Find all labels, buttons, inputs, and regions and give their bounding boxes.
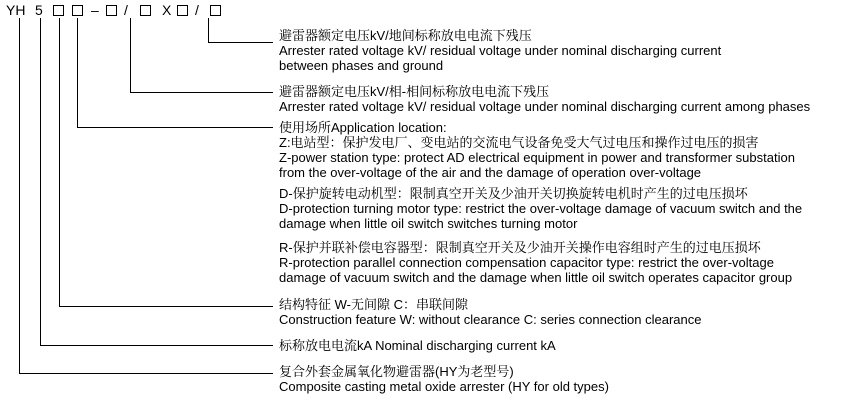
code-box-rated-voltage-2 — [177, 5, 188, 16]
desc-application-d-zh: D-保护旋转电动机型：限制真空开关及少油开关切换旋转电机时产生的过电压损坏 — [279, 186, 748, 201]
leader-line-application — [78, 18, 274, 128]
desc-phase-phase-zh: 避雷器额定电压kV/相-相间标称放电电流下残压 — [279, 84, 550, 99]
code-box-construction — [53, 5, 64, 16]
desc-arrester — [279, 364, 609, 394]
desc-construction-en: Construction feature W: without clearance C: series connection clearance — [279, 312, 702, 327]
code-box-rated-voltage-1 — [106, 5, 117, 16]
leader-line-arrester — [20, 18, 274, 374]
desc-application-z-en2: from the over-voltage of the air and the damage of operation over-voltage — [279, 165, 702, 180]
desc-phase-ground-en1: Arrester rated voltage kV/ residual voltage under nominal discharging current — [279, 43, 722, 58]
code-x: X — [162, 2, 172, 18]
desc-application-r — [279, 240, 792, 285]
leader-line-phase-ground — [209, 18, 274, 43]
leader-line-phase-phase — [131, 18, 274, 93]
code-prefix: YH — [6, 2, 26, 18]
desc-application-title: 使用场所Application location: — [279, 120, 447, 135]
desc-phase-phase — [279, 84, 810, 114]
code-slash-1: / — [124, 2, 128, 18]
desc-application-d — [279, 186, 802, 231]
desc-phase-ground — [279, 28, 721, 73]
desc-application-d-en2: damage when little oil switch switches turning motor — [279, 216, 578, 231]
desc-arrester-zh: 复合外套金属氧化物避雷器(HY为老型号) — [279, 364, 514, 379]
desc-phase-ground-en2: between phases and ground — [279, 58, 444, 73]
code-box-application — [72, 5, 83, 16]
desc-application-r-zh: R-保护并联补偿电容器型：限制真空开关及少油开关操作电容组时产生的过电压损坏 — [279, 240, 761, 255]
leader-line-construction — [60, 18, 274, 307]
desc-nominal-current — [279, 338, 556, 353]
desc-application-r-en1: R-protection parallel connection compensation capacitor type: restrict the over-voltage — [279, 255, 774, 270]
desc-phase-ground-zh: 避雷器额定电压kV/地间标称放电电流下残压 — [279, 28, 532, 43]
desc-nominal-current-text: 标称放电电流kA Nominal discharging current kA — [279, 338, 556, 353]
code-box-residual-voltage-2 — [210, 5, 221, 16]
desc-application-z-zh: Z:电站型：保护发电厂、变电站的交流电气设备免受大气过电压和操作过电压的损害 — [279, 135, 759, 150]
leader-line-nominal-current — [41, 18, 274, 346]
code-digit: 5 — [35, 2, 43, 18]
desc-construction — [279, 297, 701, 327]
desc-construction-zh: 结构特征 W-无间隙 C：串联间隙 — [279, 297, 468, 312]
code-box-residual-voltage-1 — [140, 5, 151, 16]
code-dash: – — [91, 2, 99, 18]
desc-phase-phase-en1: Arrester rated voltage kV/ residual voltage under nominal discharging current among phases — [279, 99, 811, 114]
desc-application-z-en1: Z-power station type: protect AD electrical equipment in power and transformer substation — [279, 150, 795, 165]
code-slash-2: / — [195, 2, 199, 18]
desc-application-r-en2: damage of vacuum switch and the damage when little oil switch operates capacitor group — [279, 270, 793, 285]
desc-application-d-en1: D-protection turning motor type: restrict the over-voltage damage of vacuum switch and the — [279, 201, 803, 216]
desc-application — [279, 120, 795, 180]
desc-arrester-en: Composite casting metal oxide arrester (HY for old types) — [279, 379, 609, 394]
